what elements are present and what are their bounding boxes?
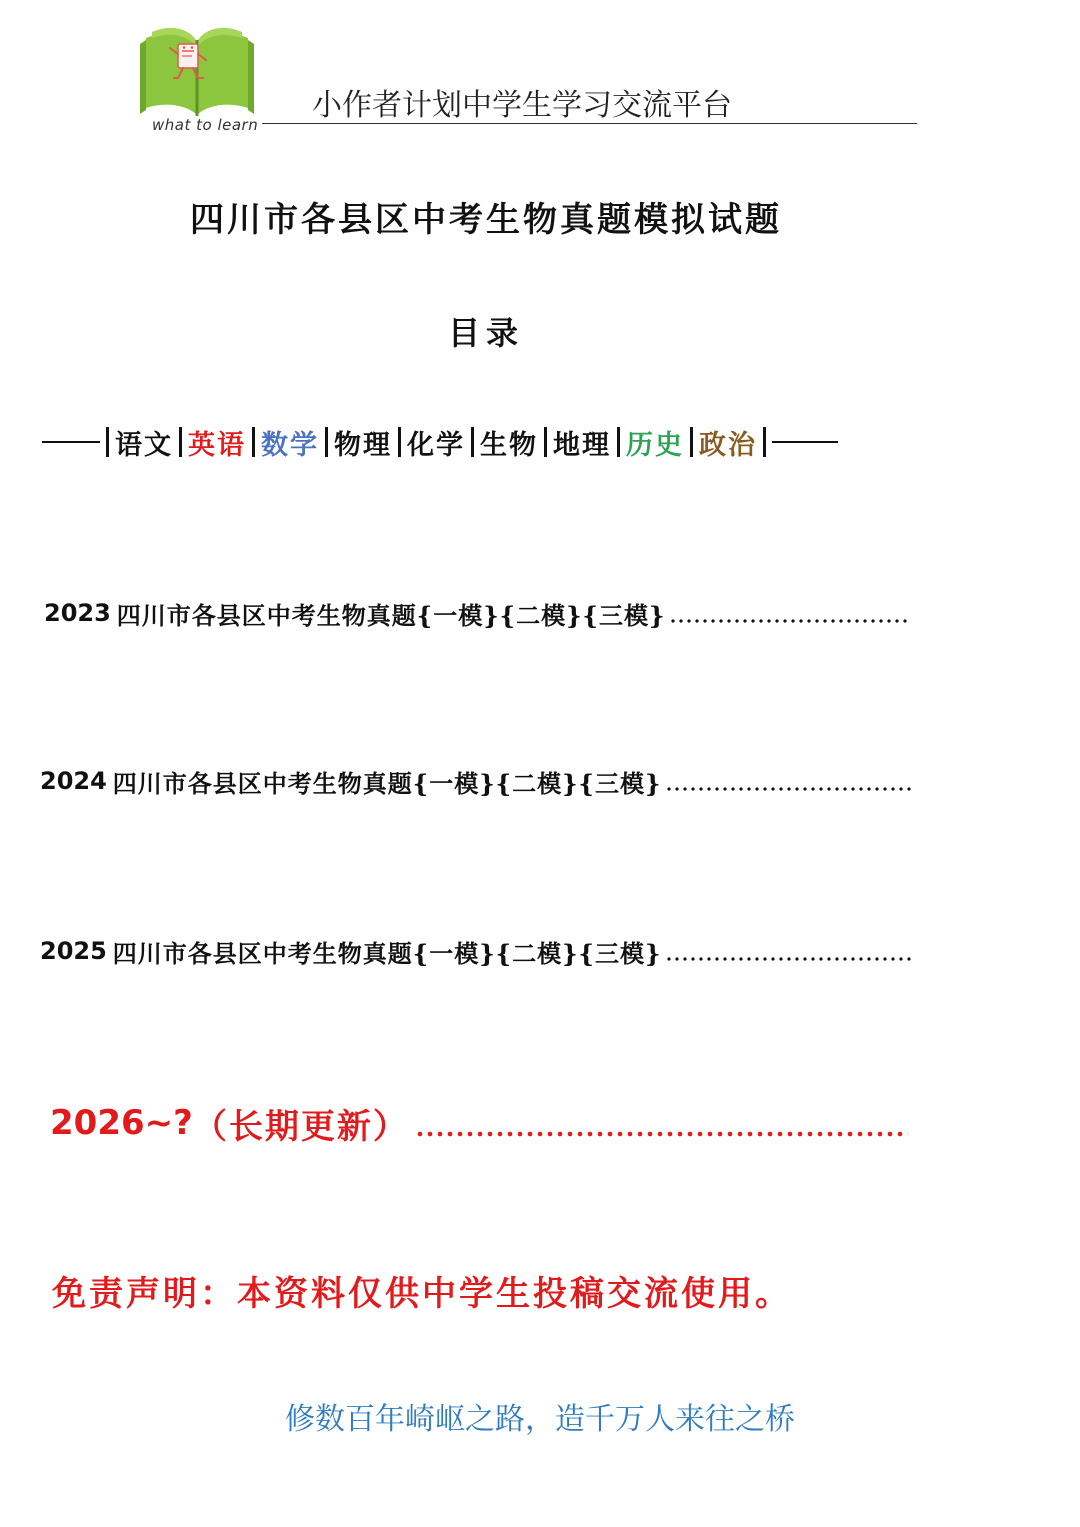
- subject-separator: [544, 427, 547, 457]
- toc-entry-2025[interactable]: [40, 931, 914, 971]
- subject-bar-left-rule: [42, 441, 100, 443]
- subject-chinese: 语文: [115, 429, 173, 461]
- toc-heading: 目录: [447, 314, 524, 352]
- subject-separator: [179, 427, 182, 457]
- motto: 修数百年崎岖之路，造千万人来往之桥: [285, 1402, 795, 1437]
- toc-entry-text: （长期更新）: [192, 1106, 409, 1147]
- toc-dot-leader: [669, 601, 910, 625]
- toc-entry-year: 2025: [40, 937, 107, 965]
- subject-english: 英语: [188, 429, 246, 461]
- subject-physics: 物理: [334, 429, 392, 461]
- toc-entry-year: 2023: [44, 599, 111, 627]
- subject-separator: [471, 427, 474, 457]
- toc-entry-year: 2026~?: [50, 1103, 193, 1143]
- disclaimer: 免责声明：本资料仅供中学生投稿交流使用。: [52, 1274, 792, 1314]
- toc-dot-leader: [415, 1108, 908, 1138]
- subject-history: 历史: [626, 429, 684, 461]
- toc-entry-2024[interactable]: [40, 761, 914, 801]
- platform-name: 小作者计划中学生学习交流平台: [312, 88, 732, 123]
- subject-separator: [325, 427, 328, 457]
- open-book-icon: [138, 18, 256, 118]
- toc-entry-text: 四川市各县区中考生物真题{一模}{二模}{三模}: [112, 768, 662, 798]
- toc-dot-leader: [665, 769, 914, 793]
- toc-dot-leader: [665, 939, 914, 963]
- subject-separator: [106, 427, 109, 457]
- subject-chemistry: 化学: [407, 429, 465, 461]
- subject-math: 数学: [261, 429, 319, 461]
- document-title: 四川市各县区中考生物真题模拟试题: [190, 200, 782, 240]
- toc-entry-2023[interactable]: [44, 593, 910, 633]
- logo-caption: what to learn: [152, 116, 259, 134]
- subject-bar-right-rule: [772, 441, 838, 443]
- header-divider: [262, 123, 917, 124]
- subject-separator: [252, 427, 255, 457]
- toc-entry-text: 四川市各县区中考生物真题{一模}{二模}{三模}: [112, 938, 662, 968]
- subject-bar: [42, 420, 838, 464]
- subject-separator: [398, 427, 401, 457]
- toc-entry-future[interactable]: [50, 1098, 908, 1148]
- logo: [138, 18, 259, 140]
- subject-separator: [690, 427, 693, 457]
- toc-entry-year: 2024: [40, 767, 107, 795]
- subject-biology: 生物: [480, 429, 538, 461]
- subject-separator: [617, 427, 620, 457]
- subject-politics: 政治: [699, 429, 757, 461]
- subject-geography: 地理: [553, 429, 611, 461]
- subject-separator: [763, 427, 766, 457]
- toc-entry-text: 四川市各县区中考生物真题{一模}{二模}{三模}: [116, 600, 666, 630]
